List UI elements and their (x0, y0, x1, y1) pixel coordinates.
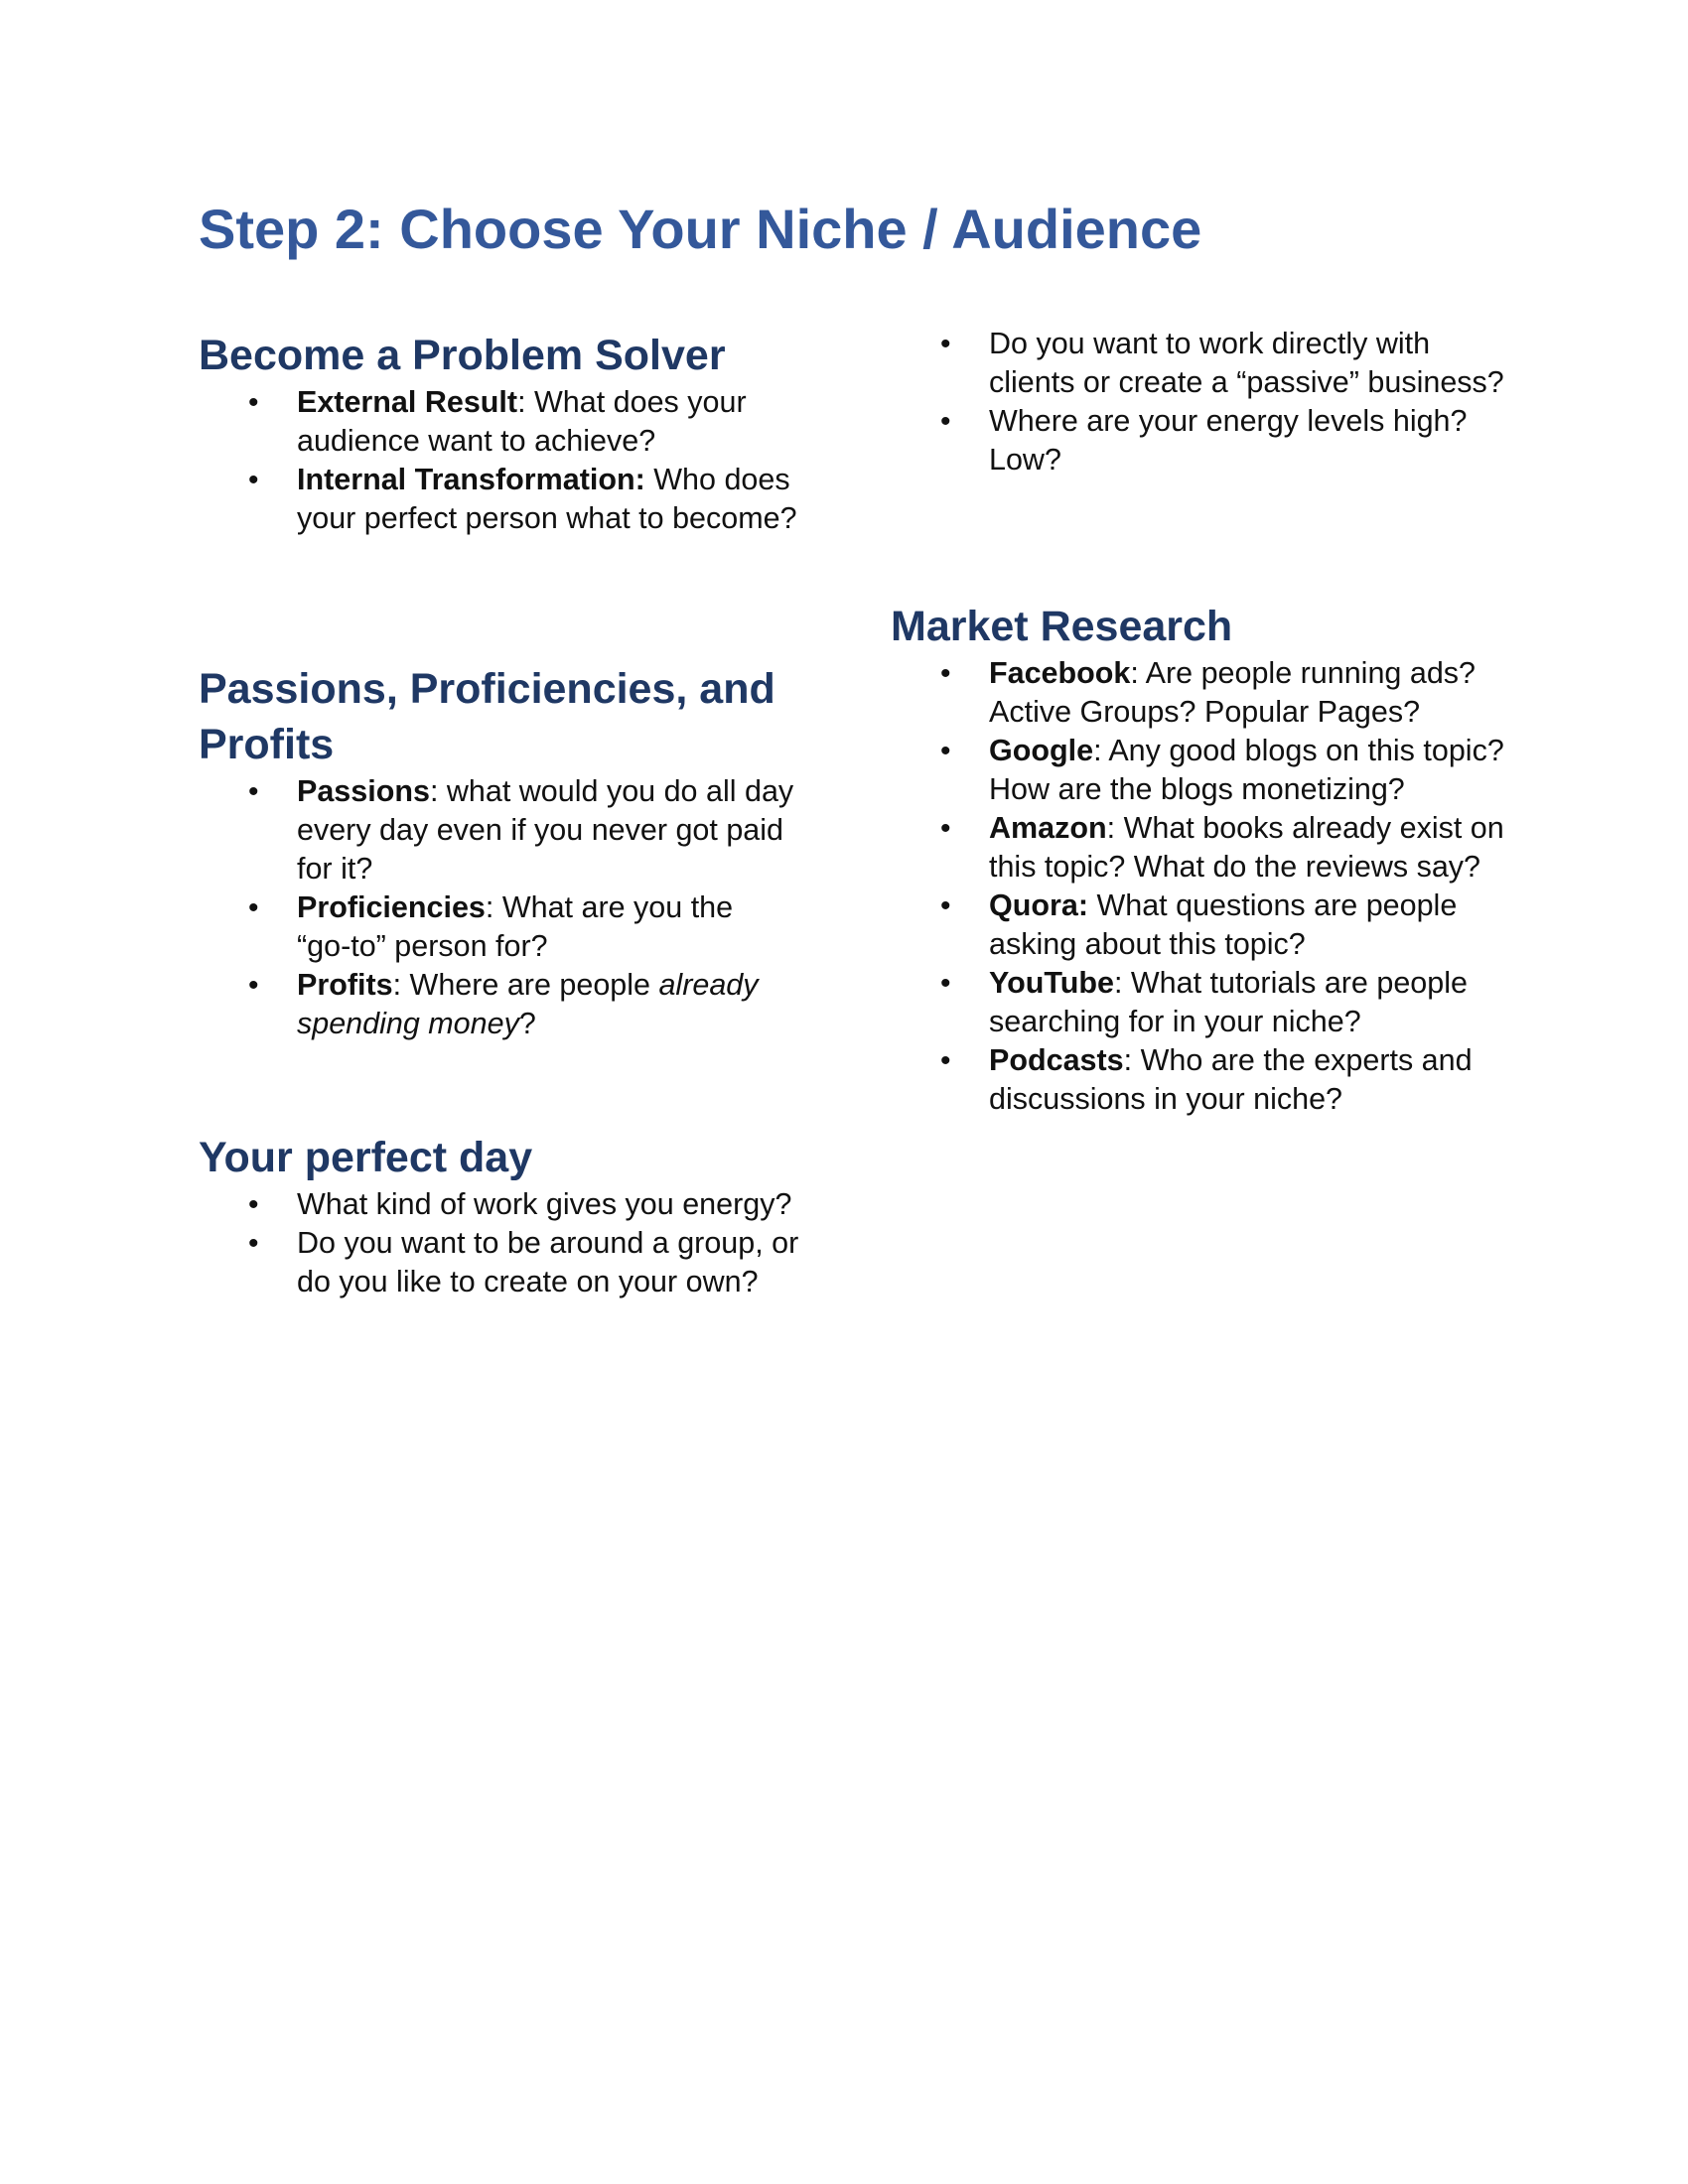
item-label: Proficiencies (297, 890, 486, 924)
section-passions (199, 661, 794, 1043)
item-label: Facebook (989, 656, 1131, 690)
list-item (891, 732, 1506, 809)
list-passions (199, 772, 794, 1043)
list-item (891, 325, 1506, 402)
heading-perfect-day: Your perfect day (199, 1134, 533, 1181)
item-text: What kind of work gives you energy? (297, 1187, 792, 1221)
item-label: YouTube (989, 966, 1114, 1000)
item-text: : Any good blogs on this topic? How are the blogs monetizing? (989, 734, 1504, 806)
bullet-icon: • (940, 889, 951, 922)
list-item (891, 654, 1506, 732)
section-problem-solver (199, 328, 814, 538)
item-text: : Where are people (392, 968, 659, 1002)
bullet-icon: • (940, 967, 951, 1000)
bullet-icon: • (248, 775, 259, 808)
item-text: : What does your audience want to achieve? (297, 385, 747, 458)
list-perfect-day (199, 1185, 814, 1301)
heading-market-research: Market Research (891, 603, 1233, 650)
item-label: Passions (297, 774, 430, 808)
bullet-icon: • (248, 464, 259, 496)
bullet-icon: • (940, 328, 951, 360)
item-text: What questions are people asking about this topic? (989, 888, 1458, 961)
list-item (199, 772, 794, 888)
item-text: Where are your energy levels high? Low? (989, 404, 1468, 477)
item-text: : Who are the experts and discussions in your niche? (989, 1043, 1473, 1116)
section-perfect-day-continued (891, 325, 1506, 479)
list-market-research (891, 654, 1506, 1119)
item-text: : Are people running ads? Active Groups? Popular Pages? (989, 656, 1476, 729)
bullet-icon: • (248, 1188, 259, 1221)
item-label: Amazon (989, 811, 1107, 845)
item-label: Quora: (989, 888, 1088, 922)
item-text: Who does your perfect person what to become? (297, 463, 797, 535)
item-text: : What books already exist on this topic? What do the reviews say? (989, 811, 1504, 884)
list-item (199, 1224, 814, 1301)
bullet-icon: • (248, 969, 259, 1002)
item-emphasis: already spending money (297, 968, 759, 1040)
bullet-icon: • (940, 812, 951, 845)
item-label: Profits (297, 968, 393, 1002)
item-label: Podcasts (989, 1043, 1124, 1077)
list-perfect-day-continued (891, 325, 1506, 479)
page-title: Step 2: Choose Your Niche / Audience (199, 198, 1202, 260)
item-label: Google (989, 734, 1094, 767)
list-problem-solver (199, 383, 814, 538)
list-item (199, 966, 794, 1043)
bullet-icon: • (940, 735, 951, 767)
bullet-icon: • (940, 405, 951, 438)
section-market-research (891, 599, 1506, 1119)
heading-problem-solver: Become a Problem Solver (199, 332, 726, 379)
list-item (891, 964, 1506, 1041)
list-item (891, 402, 1506, 479)
item-text-tail: ? (518, 1007, 536, 1040)
list-item (891, 809, 1506, 887)
item-label: Internal Transformation: (297, 463, 645, 496)
bullet-icon: • (248, 386, 259, 419)
item-label: External Result (297, 385, 518, 419)
item-text: : what would you do all day every day even if you never got paid for it? (297, 774, 794, 886)
section-perfect-day (199, 1130, 814, 1301)
bullet-icon: • (940, 1044, 951, 1077)
item-text: Do you want to work directly with clients or create a “passive” business? (989, 327, 1504, 399)
list-item (199, 888, 794, 966)
item-text: : What are you the “go-to” person for? (297, 890, 734, 963)
item-text: Do you want to be around a group, or do you like to create on your own? (297, 1226, 799, 1298)
bullet-icon: • (248, 891, 259, 924)
list-item (891, 887, 1506, 964)
bullet-icon: • (248, 1227, 259, 1260)
list-item (199, 1185, 814, 1224)
list-item (199, 461, 814, 538)
item-text: : What tutorials are people searching for in your niche? (989, 966, 1468, 1038)
bullet-icon: • (940, 657, 951, 690)
list-item (891, 1041, 1506, 1119)
list-item (199, 383, 814, 461)
heading-passions: Passions, Proficiencies, and Profits (199, 665, 775, 768)
